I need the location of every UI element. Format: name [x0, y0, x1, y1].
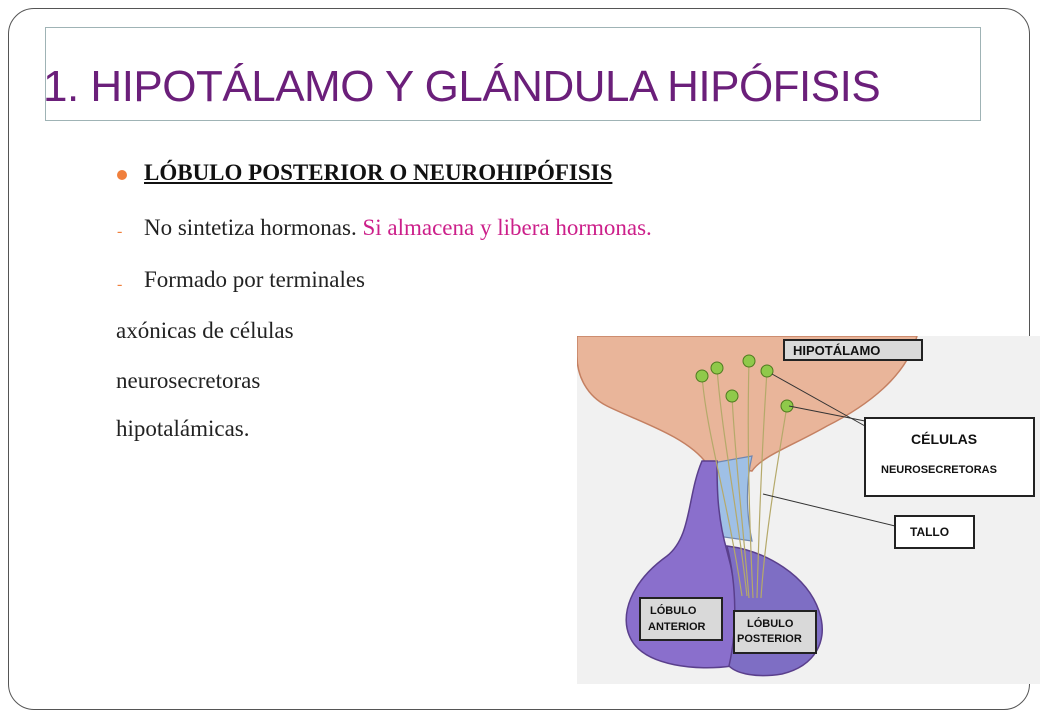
label-celulas-line1: CÉLULAS	[911, 431, 978, 447]
list-item-text: No sintetiza hormonas.	[144, 215, 357, 240]
label-tallo: TALLO	[910, 525, 950, 539]
list-item	[144, 215, 652, 241]
label-posterior-line2: POSTERIOR	[737, 633, 802, 645]
slide-title: 1. HIPOTÁLAMO Y GLÁNDULA HIPÓFISIS	[43, 62, 881, 111]
section-heading: LÓBULO POSTERIOR O NEUROHIPÓFISIS	[144, 160, 613, 185]
bullet-icon	[117, 170, 127, 180]
continuation-text: hipotalámicas.	[116, 416, 250, 441]
label-anterior-line2: ANTERIOR	[648, 621, 706, 633]
label-hipotalamo: HIPOTÁLAMO	[793, 343, 881, 358]
continuation-text: neurosecretoras	[116, 368, 261, 393]
label-box-celulas	[865, 418, 1034, 496]
continuation-text: axónicas de células	[116, 318, 294, 343]
label-celulas-line2: NEUROSECRETORAS	[881, 464, 997, 476]
dash-icon: -	[117, 276, 123, 293]
pituitary-diagram	[577, 336, 1040, 684]
label-posterior-line1: LÓBULO	[747, 618, 794, 630]
list-item-highlight: Si almacena y libera hormonas.	[362, 215, 652, 240]
label-anterior-line1: LÓBULO	[650, 605, 697, 617]
list-item-text: Formado por terminales	[144, 267, 366, 292]
dash-icon: -	[117, 223, 123, 240]
